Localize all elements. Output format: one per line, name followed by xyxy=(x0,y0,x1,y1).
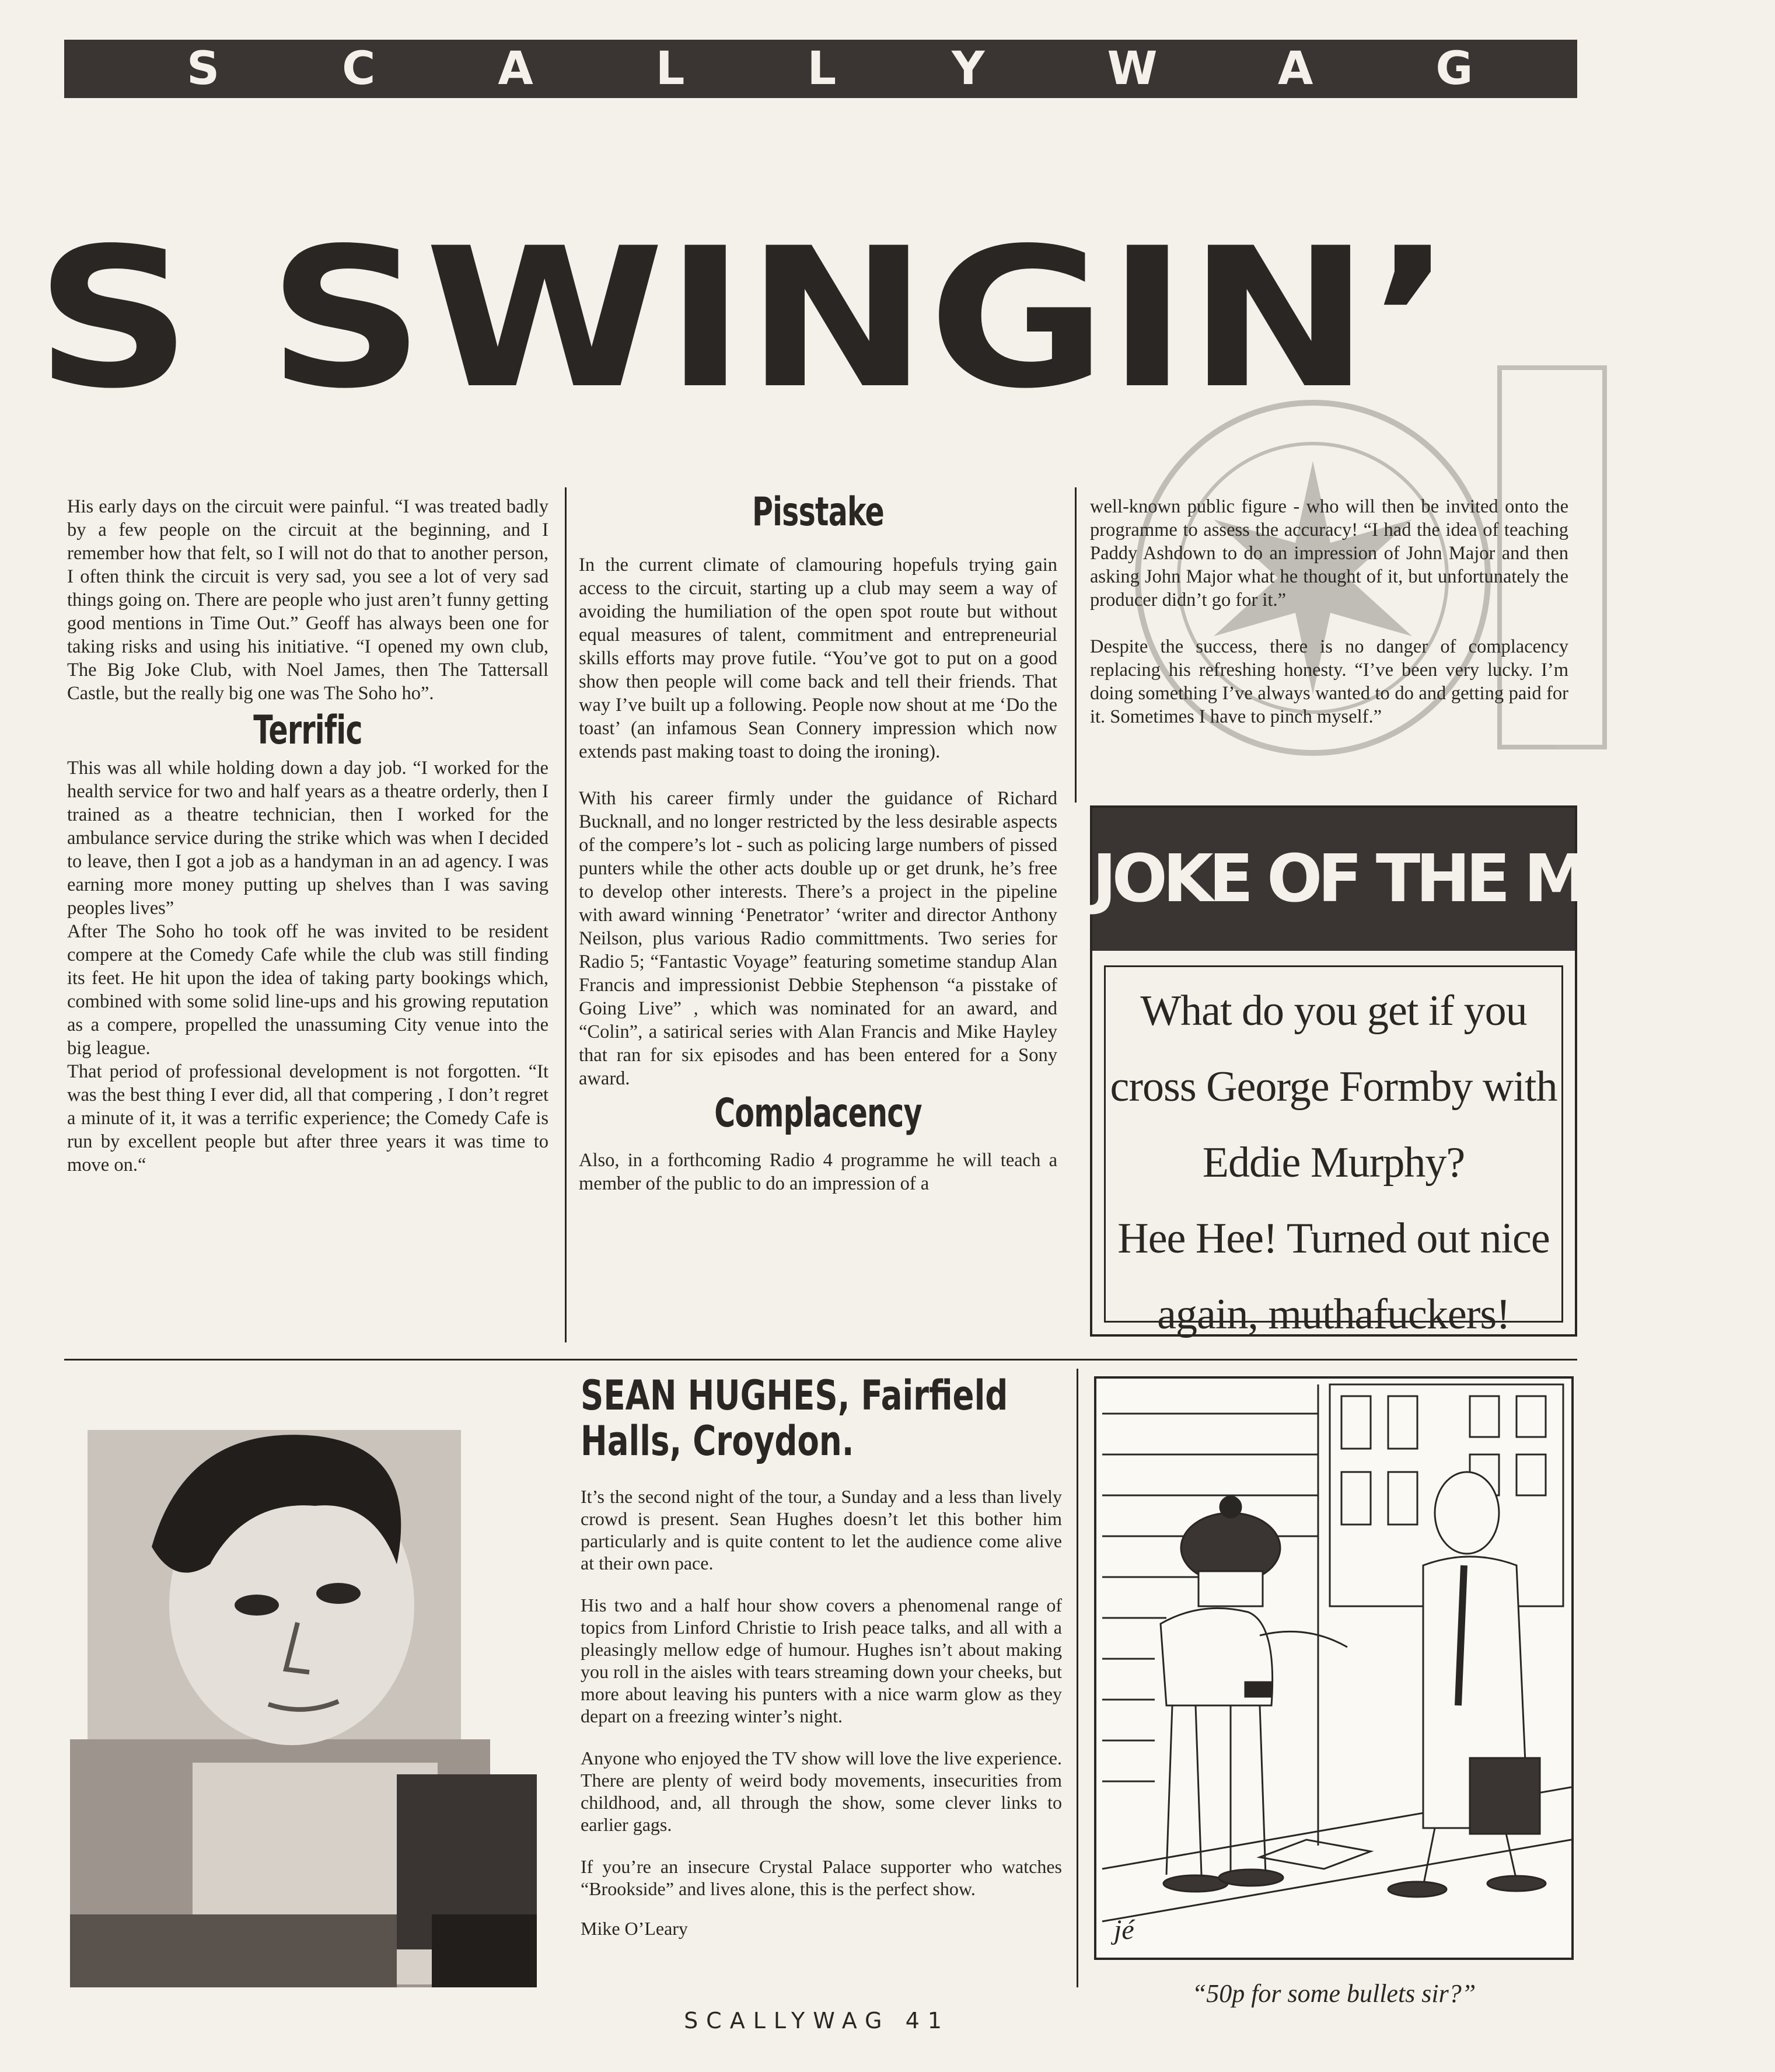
col2-paragraph: With his career firmly under the guidance of Richard Bucknall, and no longer restricted by the less desirable aspects of the compere’s lot - such as policing large numbers of pissed punters while the other acts double up or get drunk, he’s free to develop other interests. There’s a project in the pipeline with award winning ‘Penetrator’ ‘writer and director Anthony Neilson, plus various Radio committments. Two series for Radio 5; “Fantastic Voyage” featuring sometime standup Alan Francis and impressionist Debbie Stephenson “a pisstake of Going Live” , which was nominated for an award, and “Colin”, a satirical series with Alan Francis and Mike Hayley that ran for six episodes and has been entered for a Sony award. xyxy=(579,788,1057,1089)
column-rule-2 xyxy=(1075,487,1077,803)
col2-paragraph: Also, in a forthcoming Radio 4 programme he will teach a member of the public to do an impression of a xyxy=(579,1150,1057,1194)
review-title-line: Halls, Croydon. xyxy=(581,1417,854,1465)
masthead-bar xyxy=(64,40,1596,98)
review-body xyxy=(581,1485,1062,1993)
cartoon-illustration xyxy=(1096,1379,1571,1958)
review-title xyxy=(581,1372,1008,1465)
review-paragraph: If you’re an insecure Crystal Palace supporter who watches “Brookside” and lives alone, this is the perfect show. xyxy=(581,1856,1062,1899)
col1-paragraph: After The Soho ho took off he was invited to be resident compere at the Comedy Cafe while the club was still finding its feet. He hit upon the idea of taking party bookings which, combined with some solid line-ups and his growing reputation as a compere, propelled the unassuming City venue into the big league. xyxy=(67,921,548,1059)
joke-line: What do you get if you xyxy=(1140,987,1527,1035)
subhead-complacency: Complacency xyxy=(714,1090,922,1136)
review-paragraph: His two and a half hour show covers a phenomenal range of topics from Linford Christie to Irish peace talks, and all with a pleasingly mellow edge of humour. Hughes isn’t about making you roll in the aisles with tears streaming down your cheeks, but more about leaving his punters with a nice warm glow as they depart on a freezing winter’s night. xyxy=(581,1595,1062,1726)
col2-paragraph: In the current climate of clamouring hopefuls trying gain access to the circuit, starting up a club may seem a way of avoiding the humiliation of the open spot route but without equal measures of talent, commitment and entrepreneurial skills efforts may prove futile. “You’ve got to put on a good show then people will come back and tell their friends. That way I’ve built up a following. People now shout at me ‘Do the toast’ (an infamous Sean Connery impression which now extends past making toast to doing the ironing). xyxy=(579,554,1057,762)
joke-inner-frame xyxy=(1104,965,1563,1338)
col1-paragraph: That period of professional development is not forgotten. “It was the best thing I ever did, all that compering , I don’t regret a minute of it, it was a terrific experience; the Comedy Cafe is run by excellent people but after three years it was time to move on.“ xyxy=(67,1061,548,1175)
subhead-pisstake: Pisstake xyxy=(752,489,885,535)
col3-paragraph: Despite the success, there is no danger of complacency replacing his refreshing honesty. “I’ve been very lucky. I’m doing something I’ve always wanted to do and getting paid for it. Sometimes I have to pinch myself.” xyxy=(1090,636,1568,727)
cartoon-signature: jé xyxy=(1114,1914,1134,1945)
headline-text: S SWINGIN’ xyxy=(35,207,1453,431)
masthead-title: SCALLYWAG xyxy=(187,43,1596,95)
joke-title: JOKE OF THE MONTH xyxy=(1092,808,1575,951)
col1-paragraph: This was all while holding down a day job. “I worked for the health service for two and half years as a theatre orderly, then I trained as a theatre technician, then I worked for the ambulance service during the strike which was when I decided to leave, then I got a job as a handyman in an ad agency. I was earning more money putting up shelves than I was saving peoples lives” xyxy=(67,758,548,919)
portrait-photo xyxy=(70,1412,537,1987)
horizontal-rule xyxy=(64,1359,1577,1361)
joke-line: Hee Hee! Turned out nice xyxy=(1117,1215,1550,1262)
joke-line: Eddie Murphy? xyxy=(1202,1139,1465,1187)
review-paragraph: It’s the second night of the tour, a Sunday and a less than lively crowd is present. Sean Hughes doesn’t let this bother him particularly and is quite content to let the audience come alive at their own pace. xyxy=(581,1486,1062,1574)
col3-paragraph: well-known public figure - who will then be invited onto the programme to assess the accuracy! “I had the idea of teaching Paddy Ashdown to do an impression of John Major and then asking John Major what he thought of it, but unfortunately the producer didn’t go for it.” xyxy=(1090,496,1568,611)
article-column-2 xyxy=(579,489,1057,1344)
article-column-3 xyxy=(1090,495,1568,787)
column-rule-4 xyxy=(1077,1369,1078,1987)
joke-text xyxy=(1106,967,1561,1338)
review-paragraph: Anyone who enjoyed the TV show will love the live experience. There are plenty of weird body movements, insecurities from childhood, and, all through the show, some clever links to earlier gags. xyxy=(581,1747,1062,1835)
subhead-terrific: Terrific xyxy=(253,707,362,754)
page-footer: SCALLYWAG 41 xyxy=(684,2008,950,2033)
col1-paragraph: His early days on the circuit were painful. “I was treated badly by a few people on the circuit at the beginning, and I remember how that felt, so I will not do that to another person, I often think the circuit is very sad, you see a lot of very sad things going on. There are people who just aren’t funny getting good mentions in Time Out.” Geoff has always been one for taking risks and using his initiative. “I opened my own club, The Big Joke Club, with Noel James, then The Tattersall Castle, but the really big one was The Soho ho”. xyxy=(67,496,548,704)
cartoon-caption: “50p for some bullets sir?” xyxy=(1192,1979,1476,2008)
joke-line: again, muthafuckers! xyxy=(1157,1290,1510,1338)
article-column-1 xyxy=(67,495,548,1344)
joke-line: cross George Formby with xyxy=(1110,1063,1557,1111)
review-title-line: SEAN HUGHES, Fairfield xyxy=(581,1372,1008,1419)
cartoon-panel xyxy=(1094,1376,1574,1960)
column-rule-1 xyxy=(565,487,567,1342)
headline xyxy=(35,193,1494,431)
joke-of-the-month-box xyxy=(1090,805,1775,1338)
review-byline: Mike O’Leary xyxy=(581,1918,688,1939)
